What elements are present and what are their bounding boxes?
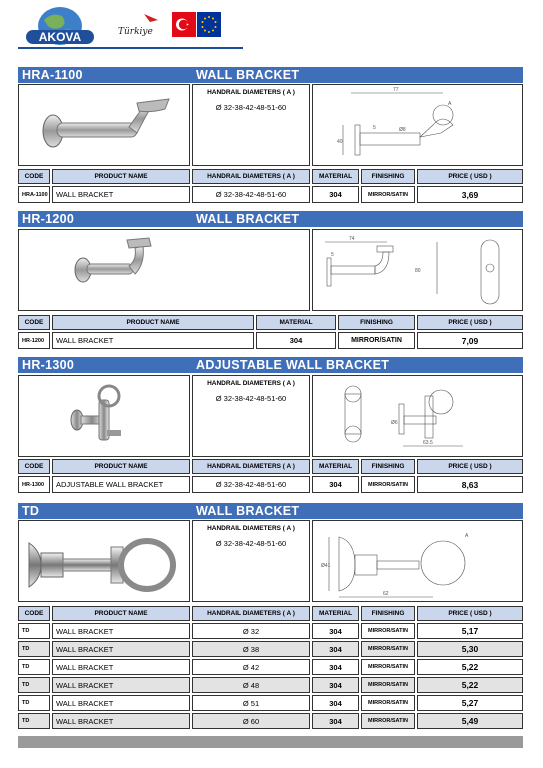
cell-name: WALL BRACKET <box>52 641 190 657</box>
svg-text:AKOVA: AKOVA <box>38 30 82 44</box>
cell-product-name: WALL BRACKET <box>52 332 254 349</box>
cell-name: WALL BRACKET <box>52 623 190 639</box>
svg-text:5: 5 <box>331 252 334 258</box>
cell-finishing: MIRROR/SATIN <box>361 476 415 493</box>
section-code: HR-1200 <box>22 212 75 226</box>
diam-label: HANDRAIL DIAMETERS ( A ) <box>207 380 295 387</box>
technical-drawing-hr1200 <box>312 229 523 311</box>
technical-drawing-hr1300 <box>312 375 523 457</box>
diam-value: Ø 32-38-42-48-51-60 <box>215 539 287 548</box>
col-product-name: PRODUCT NAME <box>52 315 254 330</box>
col-price: PRICE ( USD ) <box>417 169 523 184</box>
col-material: MATERIAL <box>312 606 359 621</box>
col-diam: HANDRAIL DIAMETERS ( A ) <box>192 459 310 474</box>
col-product-name: PRODUCT NAME <box>52 169 190 184</box>
cell-price: 5,22 <box>417 659 523 675</box>
cell-material: 304 <box>312 476 359 493</box>
cell-diam: Ø 32-38-42-48-51-60 <box>192 186 310 203</box>
cell-name: WALL BRACKET <box>52 695 190 711</box>
cell-finishing: MIRROR/SATIN <box>361 713 415 729</box>
footer-bar <box>18 736 523 748</box>
col-material: MATERIAL <box>312 169 359 184</box>
cell-code: TD <box>18 677 50 693</box>
col-price: PRICE ( USD ) <box>417 315 523 330</box>
section-header-td <box>18 503 523 519</box>
cell-code: HR-1300 <box>18 476 50 493</box>
cell-price: 3,69 <box>417 186 523 203</box>
cell-price: 5,30 <box>417 641 523 657</box>
cell-price: 5,17 <box>417 623 523 639</box>
cell-code: TD <box>18 659 50 675</box>
col-material: MATERIAL <box>256 315 336 330</box>
diam-label: HANDRAIL DIAMETERS ( A ) <box>207 525 295 532</box>
cell-diam: Ø 38 <box>192 641 310 657</box>
cell-material: 304 <box>312 695 359 711</box>
svg-text:80: 80 <box>415 268 421 274</box>
header-rule <box>18 47 243 49</box>
col-diam: HANDRAIL DIAMETERS ( A ) <box>192 606 310 621</box>
cell-diam: Ø 51 <box>192 695 310 711</box>
cell-finishing: MIRROR/SATIN <box>338 332 415 349</box>
cell-material: 304 <box>312 186 359 203</box>
diameter-panel <box>192 84 310 166</box>
product-photo-hr1300 <box>18 375 190 457</box>
cell-diam: Ø 60 <box>192 713 310 729</box>
cell-price: 8,63 <box>417 476 523 493</box>
section-header-hra1100 <box>18 67 523 83</box>
cell-material: 304 <box>256 332 336 349</box>
cell-material: 304 <box>312 623 359 639</box>
cell-code: HR-1200 <box>18 332 50 349</box>
cell-finishing: MIRROR/SATIN <box>361 623 415 639</box>
cell-diam: Ø 48 <box>192 677 310 693</box>
cell-material: 304 <box>312 677 359 693</box>
cell-diam: Ø 32-38-42-48-51-60 <box>192 476 310 493</box>
col-finishing: FINISHING <box>361 169 415 184</box>
col-product-name: PRODUCT NAME <box>52 606 190 621</box>
col-code: CODE <box>18 169 50 184</box>
cell-code: TD <box>18 623 50 639</box>
cell-price: 5,49 <box>417 713 523 729</box>
cell-price: 5,27 <box>417 695 523 711</box>
section-title: WALL BRACKET <box>196 504 300 518</box>
col-finishing: FINISHING <box>361 459 415 474</box>
technical-drawing-hra1100 <box>312 84 523 166</box>
cell-material: 304 <box>312 659 359 675</box>
product-photo-hr1200 <box>18 229 310 311</box>
cell-code: TD <box>18 695 50 711</box>
cell-name: WALL BRACKET <box>52 659 190 675</box>
col-code: CODE <box>18 606 50 621</box>
cell-code: HRA-1100 <box>18 186 50 203</box>
technical-drawing-td <box>312 520 523 602</box>
svg-text:Türkiye: Türkiye <box>118 27 153 37</box>
product-photo-hra1100 <box>18 84 190 166</box>
col-finishing: FINISHING <box>361 606 415 621</box>
turkey-flag <box>172 12 196 37</box>
col-finishing: FINISHING <box>338 315 415 330</box>
svg-text:A: A <box>465 533 469 539</box>
diameter-panel <box>192 520 310 602</box>
section-title: WALL BRACKET <box>196 68 300 82</box>
cell-finishing: MIRROR/SATIN <box>361 186 415 203</box>
cell-product-name: WALL BRACKET <box>52 186 190 203</box>
cell-name: WALL BRACKET <box>52 713 190 729</box>
eu-flag <box>197 12 221 37</box>
cell-name: WALL BRACKET <box>52 677 190 693</box>
section-code: TD <box>22 504 40 518</box>
cell-price: 7,09 <box>417 332 523 349</box>
col-product-name: PRODUCT NAME <box>52 459 190 474</box>
svg-text:40: 40 <box>337 139 343 145</box>
svg-text:63.5: 63.5 <box>423 440 433 446</box>
cell-finishing: MIRROR/SATIN <box>361 659 415 675</box>
svg-text:Ø8: Ø8 <box>399 127 406 133</box>
svg-text:77: 77 <box>393 87 399 93</box>
section-code: HRA-1100 <box>22 68 83 82</box>
section-title: ADJUSTABLE WALL BRACKET <box>196 358 390 372</box>
col-price: PRICE ( USD ) <box>417 606 523 621</box>
diameter-panel <box>192 375 310 457</box>
diam-value: Ø 32-38-42-48-51-60 <box>215 103 287 112</box>
col-price: PRICE ( USD ) <box>417 459 523 474</box>
cell-material: 304 <box>312 713 359 729</box>
col-code: CODE <box>18 459 50 474</box>
col-material: MATERIAL <box>312 459 359 474</box>
akova-logo <box>22 4 98 52</box>
cell-price: 5,22 <box>417 677 523 693</box>
cell-finishing: MIRROR/SATIN <box>361 695 415 711</box>
cell-product-name: ADJUSTABLE WALL BRACKET <box>52 476 190 493</box>
cell-material: 304 <box>312 641 359 657</box>
section-header-hr1200 <box>18 211 523 227</box>
cell-diam: Ø 32 <box>192 623 310 639</box>
turkiye-script-logo <box>114 12 164 38</box>
svg-text:Ø6: Ø6 <box>391 420 398 426</box>
cell-finishing: MIRROR/SATIN <box>361 641 415 657</box>
diam-value: Ø 32-38-42-48-51-60 <box>215 394 287 403</box>
svg-text:62: 62 <box>383 591 389 597</box>
cell-diam: Ø 42 <box>192 659 310 675</box>
cell-code: TD <box>18 641 50 657</box>
section-header-hr1300 <box>18 357 523 373</box>
diam-label: HANDRAIL DIAMETERS ( A ) <box>207 89 295 96</box>
col-diam: HANDRAIL DIAMETERS ( A ) <box>192 169 310 184</box>
product-photo-td <box>18 520 190 602</box>
cell-code: TD <box>18 713 50 729</box>
svg-text:74: 74 <box>349 236 355 242</box>
col-code: CODE <box>18 315 50 330</box>
svg-text:A: A <box>448 101 452 107</box>
cell-finishing: MIRROR/SATIN <box>361 677 415 693</box>
section-code: HR-1300 <box>22 358 75 372</box>
svg-text:5: 5 <box>373 125 376 131</box>
svg-text:Ø41: Ø41 <box>321 563 331 569</box>
section-title: WALL BRACKET <box>196 212 300 226</box>
